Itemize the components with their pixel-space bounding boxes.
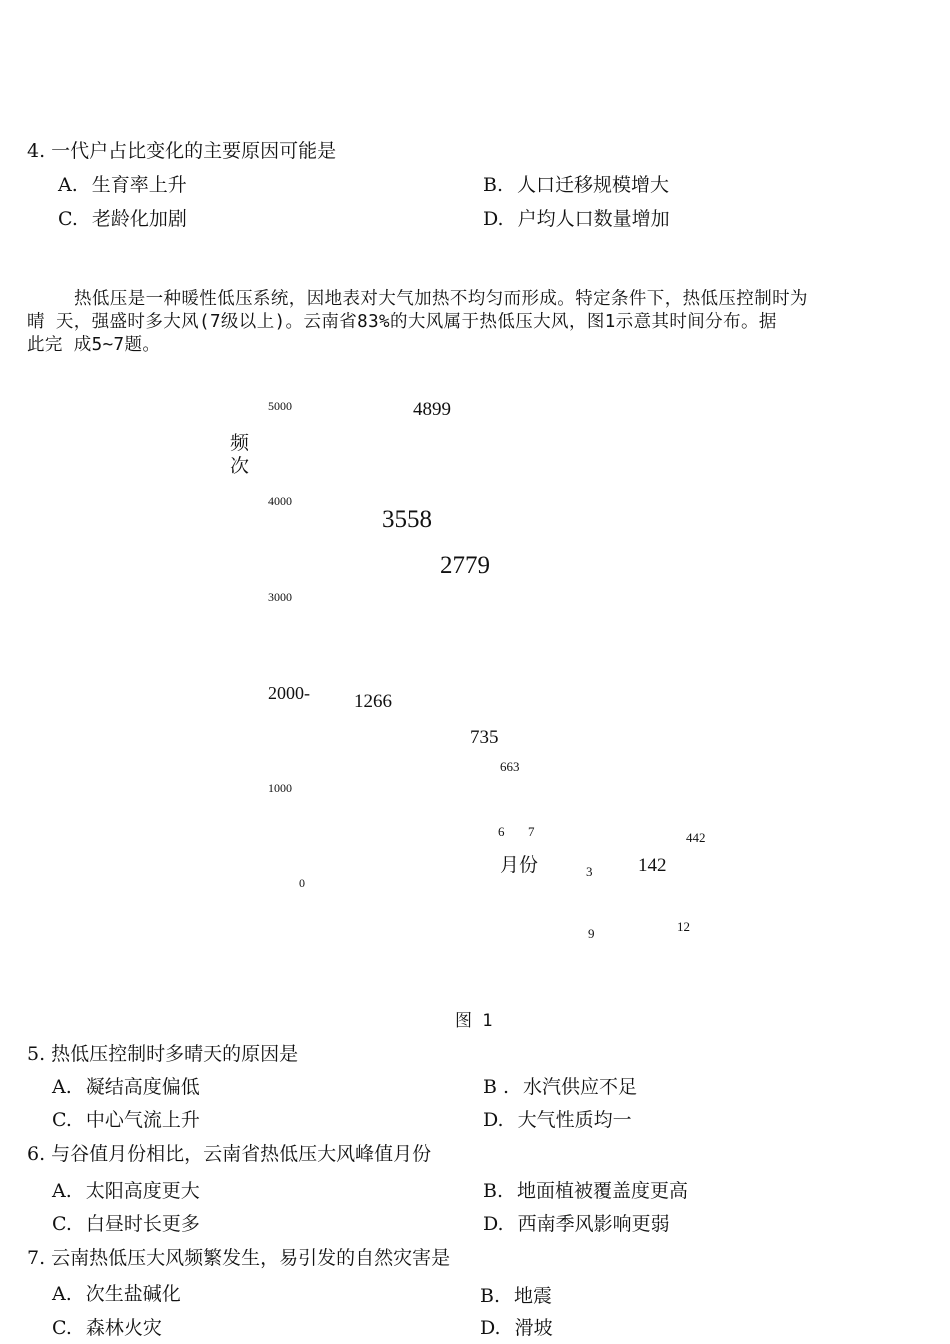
q6-option-c[interactable]: [52, 1209, 200, 1236]
option-text: 户均人口数量增加: [517, 208, 670, 230]
option-label: D.: [483, 1109, 504, 1131]
option-label: B.: [483, 1180, 504, 1202]
x-tick-12: 12: [677, 919, 690, 934]
option-text: 大气性质均一: [517, 1109, 632, 1131]
q4-option-d[interactable]: [483, 204, 670, 231]
q7-option-b[interactable]: [480, 1281, 552, 1308]
x-tick-3: 3: [586, 864, 593, 879]
chart-xlabel: 月份: [500, 854, 539, 876]
figure-caption: 图 1: [455, 1011, 493, 1031]
option-label: B.: [483, 174, 504, 196]
passage-line-1: 热低压是一种暖性低压系统，因地表对大气加热不均匀而形成。特定条件下，热低压控制时为: [74, 289, 808, 309]
option-text: 森林火灾: [85, 1317, 162, 1339]
option-text: 滑坡: [514, 1317, 553, 1339]
option-text: 人口迁移规模增大: [517, 174, 670, 196]
option-text: 老龄化加剧: [91, 208, 187, 230]
y-tick-1000: 1000: [268, 781, 292, 795]
q5-option-d[interactable]: [483, 1105, 632, 1132]
x-tick-6: 6: [498, 824, 505, 839]
option-label: B.: [480, 1285, 501, 1307]
q7-option-c[interactable]: [52, 1313, 162, 1340]
question-7-stem: 7. 云南热低压大风频繁发生，易引发的自然灾害是: [27, 1247, 451, 1269]
q5-option-b[interactable]: [483, 1072, 637, 1099]
option-label: D.: [483, 208, 504, 230]
y-tick-3000: 3000: [268, 590, 292, 604]
value-label-442: 442: [686, 830, 706, 845]
option-text: 白昼时长更多: [85, 1213, 200, 1235]
option-label: C.: [52, 1109, 72, 1131]
value-label-4899: 4899: [413, 399, 451, 420]
option-text: 水汽供应不足: [523, 1076, 638, 1098]
option-text: 中心气流上升: [85, 1109, 200, 1131]
option-text: 次生盐碱化: [85, 1283, 181, 1305]
q6-option-b[interactable]: [483, 1176, 688, 1203]
value-label-3558: 3558: [382, 506, 432, 533]
value-label-1266: 1266: [354, 691, 392, 712]
option-label: C.: [58, 208, 78, 230]
option-label: C.: [52, 1213, 72, 1235]
q4-option-a[interactable]: [58, 170, 187, 197]
option-text: 地面植被覆盖度更高: [517, 1180, 689, 1202]
option-text: 凝结高度偏低: [85, 1076, 200, 1098]
value-label-142: 142: [638, 855, 667, 876]
chart-ylabel-1: 频: [230, 432, 250, 454]
passage-line-3: 此完 成5~7题。: [27, 335, 161, 355]
q4-option-b[interactable]: [483, 170, 669, 197]
value-label-663: 663: [500, 759, 520, 774]
option-text: 西南季风影响更弱: [517, 1213, 670, 1235]
y-tick-4000: 4000: [268, 494, 292, 508]
q5-option-a[interactable]: [52, 1072, 200, 1099]
option-text: 生育率上升: [91, 174, 187, 196]
q4-option-c[interactable]: [58, 204, 187, 231]
q6-option-d[interactable]: [483, 1209, 670, 1236]
question-6-stem: 6. 与谷值月份相比，云南省热低压大风峰值月份: [27, 1143, 432, 1165]
y-tick-5000: 5000: [268, 399, 292, 413]
option-label: A.: [58, 174, 78, 196]
option-label: D.: [483, 1213, 504, 1235]
option-label: B .: [483, 1076, 510, 1098]
value-label-2779: 2779: [440, 552, 490, 579]
option-label: A.: [52, 1076, 72, 1098]
chart-ylabel-2: 次: [230, 455, 250, 477]
x-tick-7: 7: [528, 824, 535, 839]
q7-option-d[interactable]: [480, 1313, 553, 1340]
option-label: C.: [52, 1317, 72, 1339]
y-tick-0: 0: [299, 876, 305, 890]
option-text: 太阳高度更大: [85, 1180, 200, 1202]
value-label-735: 735: [470, 727, 499, 748]
q6-option-a[interactable]: [52, 1176, 200, 1203]
question-5-stem: 5. 热低压控制时多晴天的原因是: [27, 1043, 299, 1065]
option-text: 地震: [514, 1285, 553, 1307]
passage-line-2: 晴 天，强盛时多大风(7级以上)。云南省83%的大风属于热低压大风，图1示意其时间分布。据: [27, 312, 777, 332]
y-tick-2000: 2000-: [268, 683, 310, 703]
question-4-stem: 4. 一代户占比变化的主要原因可能是: [27, 140, 337, 162]
option-label: D.: [480, 1317, 501, 1339]
option-label: A.: [52, 1283, 72, 1305]
q7-option-a[interactable]: [52, 1279, 181, 1306]
x-tick-9: 9: [588, 926, 595, 941]
q5-option-c[interactable]: [52, 1105, 200, 1132]
option-label: A.: [52, 1180, 72, 1202]
